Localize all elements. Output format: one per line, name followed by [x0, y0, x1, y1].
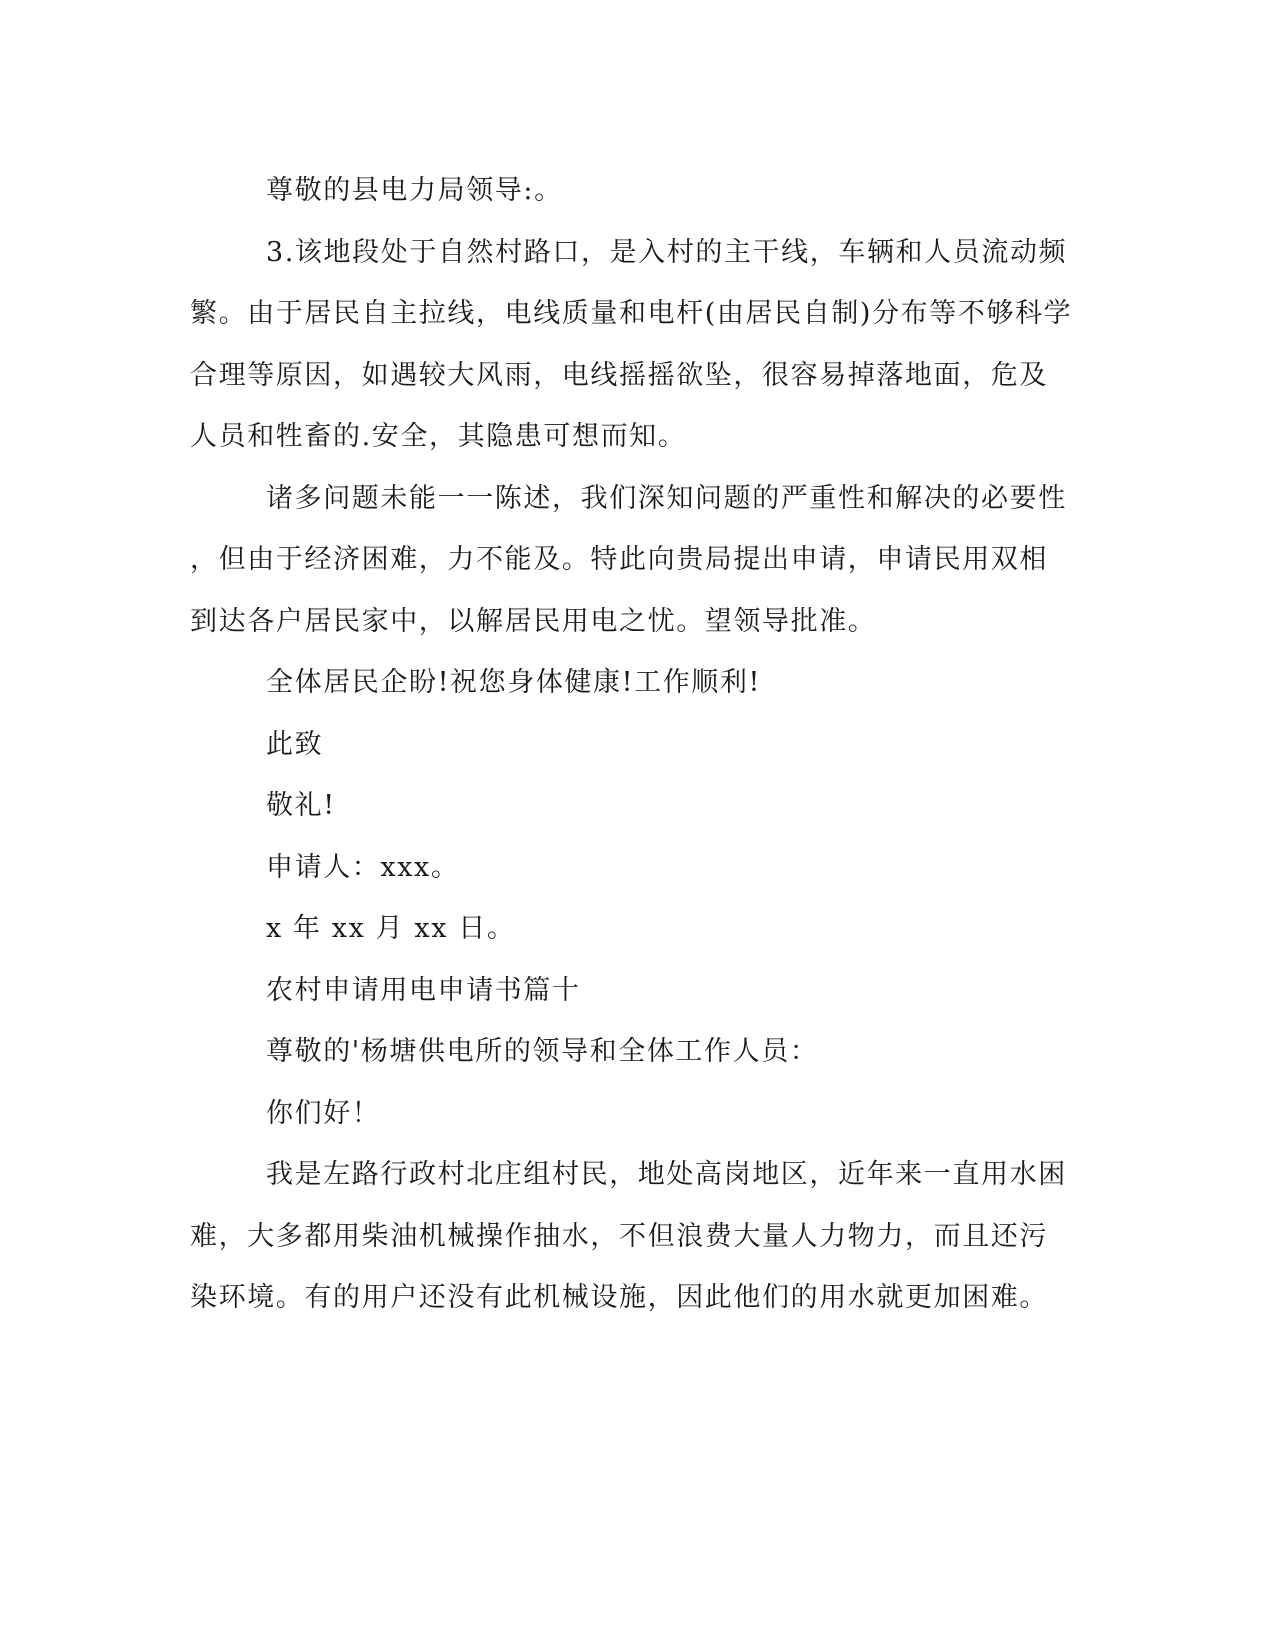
paragraph-road-hazard	[190, 222, 1085, 468]
paragraph-line: 3.该地段处于自然村路口，是入村的主干线，车辆和人员流动频	[266, 236, 1068, 268]
paragraph-line: 难，大多都用柴油机械操作抽水，不但浪费大量人力物力，而且还污	[190, 1220, 1048, 1252]
paragraph-line: 到达各户居民家中，以解居民用电之忧。望领导批准。	[190, 605, 877, 637]
salutation-2: 尊敬的'杨塘供电所的领导和全体工作人员：	[266, 1036, 819, 1067]
paragraph-water-problem	[190, 1144, 1085, 1329]
section-title: 农村申请用电申请书篇十	[266, 974, 581, 1006]
wishes-line: 全体居民企盼!祝您身体健康!工作顺利!	[266, 667, 761, 698]
applicant-line: 申请人：xxx。	[266, 851, 460, 883]
paragraph-line: 繁。由于居民自主拉线，电线质量和电杆(由居民自制)分布等不够科学	[190, 298, 1073, 329]
paragraph-line: 诸多问题未能一一陈述，我们深知问题的严重性和解决的必要性	[266, 482, 1067, 514]
hello-line: 你们好！	[266, 1097, 381, 1129]
regards-line: 敬礼!	[266, 790, 336, 821]
paragraph-line: 我是左路行政村北庄组村民，地处高岗地区，近年来一直用水困	[266, 1159, 1067, 1190]
paragraph-line: 合理等原因，如遇较大风雨，电线摇摇欲坠，很容易掉落地面，危及	[190, 359, 1048, 391]
paragraph-line: ，但由于经济困难，力不能及。特此向贵局提出申请，申请民用双相	[190, 544, 1048, 575]
paragraph-request	[190, 468, 1085, 653]
paragraph-line: 染环境。有的用户还没有此机械设施，因此他们的用水就更加困难。	[190, 1282, 1048, 1313]
date-line: x 年 xx 月 xx 日。	[266, 913, 516, 944]
salutation: 尊敬的县电力局领导:。	[266, 175, 563, 206]
closing-line: 此致	[266, 728, 324, 760]
paragraph-line: 人员和牲畜的.安全，其隐患可想而知。	[190, 421, 687, 452]
letter-body	[190, 160, 1085, 1329]
